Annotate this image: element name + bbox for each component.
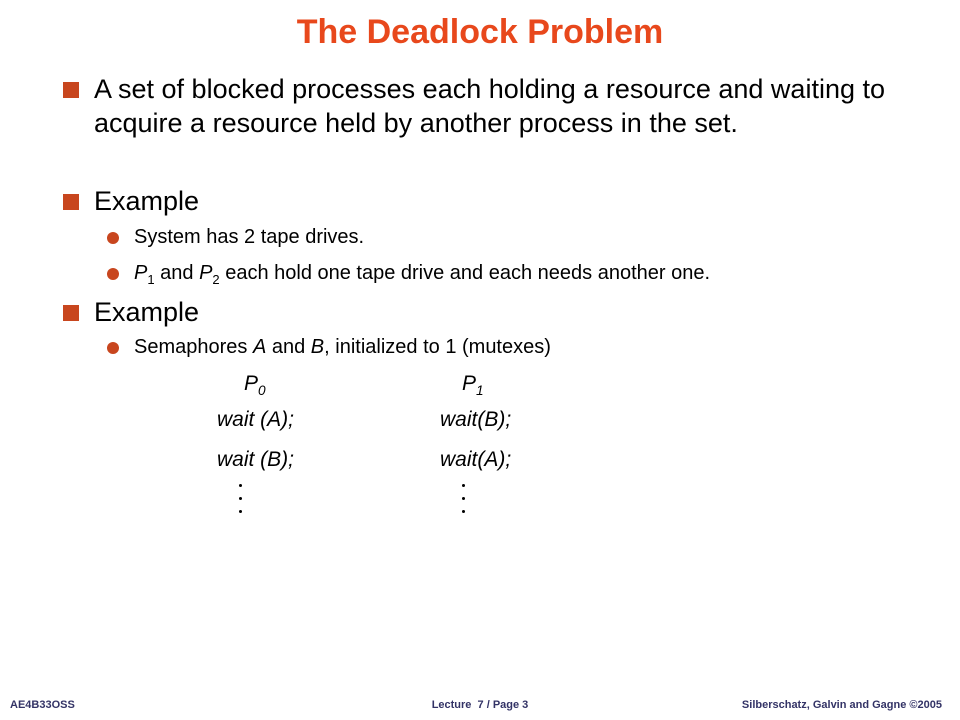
p1-subscript: 1: [476, 383, 484, 399]
p0-letter: P: [244, 372, 259, 395]
text-pre: Semaphores: [134, 336, 253, 358]
p0-wait-a: wait (A);: [217, 408, 295, 431]
footer-course-code: AE4B33OSS: [10, 699, 75, 711]
p1-vertical-ellipsis-icon: [462, 484, 466, 516]
bullet-example-1: [94, 184, 199, 218]
square-bullet-icon: [63, 305, 79, 321]
p0-wait-b: wait (B);: [217, 448, 295, 471]
process-p1-header: [462, 370, 484, 405]
bullet-example-2: [94, 295, 199, 329]
p1-wait-b: wait(B);: [440, 408, 512, 431]
sub-bullet-processes-hold: [134, 260, 710, 293]
page-title: The Deadlock Problem: [296, 13, 664, 51]
bullet-text: Example: [94, 297, 200, 327]
text-and: and: [154, 262, 200, 284]
sub-bullet-text: System has 2 tape drives.: [134, 226, 365, 248]
footer-copyright: Silberschatz, Galvin and Gagne ©2005: [741, 699, 942, 711]
process-p1-subscript: 1: [147, 272, 155, 287]
round-bullet-icon: [107, 232, 119, 244]
footer-page-number: Lecture 7 / Page 3: [431, 699, 529, 711]
square-bullet-icon: [63, 82, 79, 98]
semaphore-b: B: [310, 336, 325, 358]
semaphore-a: A: [252, 336, 267, 358]
bullet-deadlock-definition: [94, 72, 894, 140]
p1-letter: P: [462, 372, 477, 395]
text-mid: and: [266, 336, 311, 358]
p1-wait-a: wait(A);: [440, 448, 512, 471]
sub-bullet-semaphores: [134, 334, 551, 360]
round-bullet-icon: [107, 268, 119, 280]
square-bullet-icon: [63, 194, 79, 210]
process-p1-label: P: [134, 262, 148, 284]
round-bullet-icon: [107, 342, 119, 354]
text-rest: each hold one tape drive and each needs another one.: [219, 262, 711, 284]
p0-vertical-ellipsis-icon: [239, 484, 243, 516]
text-post: , initialized to 1 (mutexes): [324, 336, 551, 358]
process-p2-subscript: 2: [212, 272, 220, 287]
process-p0-header: [244, 370, 266, 405]
p0-subscript: 0: [258, 383, 266, 399]
process-p2-label: P: [199, 262, 213, 284]
bullet-text: A set of blocked processes each holding a resource and waiting to acquire a resource held by another process in the set.: [94, 74, 885, 138]
bullet-text: Example: [94, 186, 200, 216]
sub-bullet-tape-drives: [134, 224, 364, 250]
